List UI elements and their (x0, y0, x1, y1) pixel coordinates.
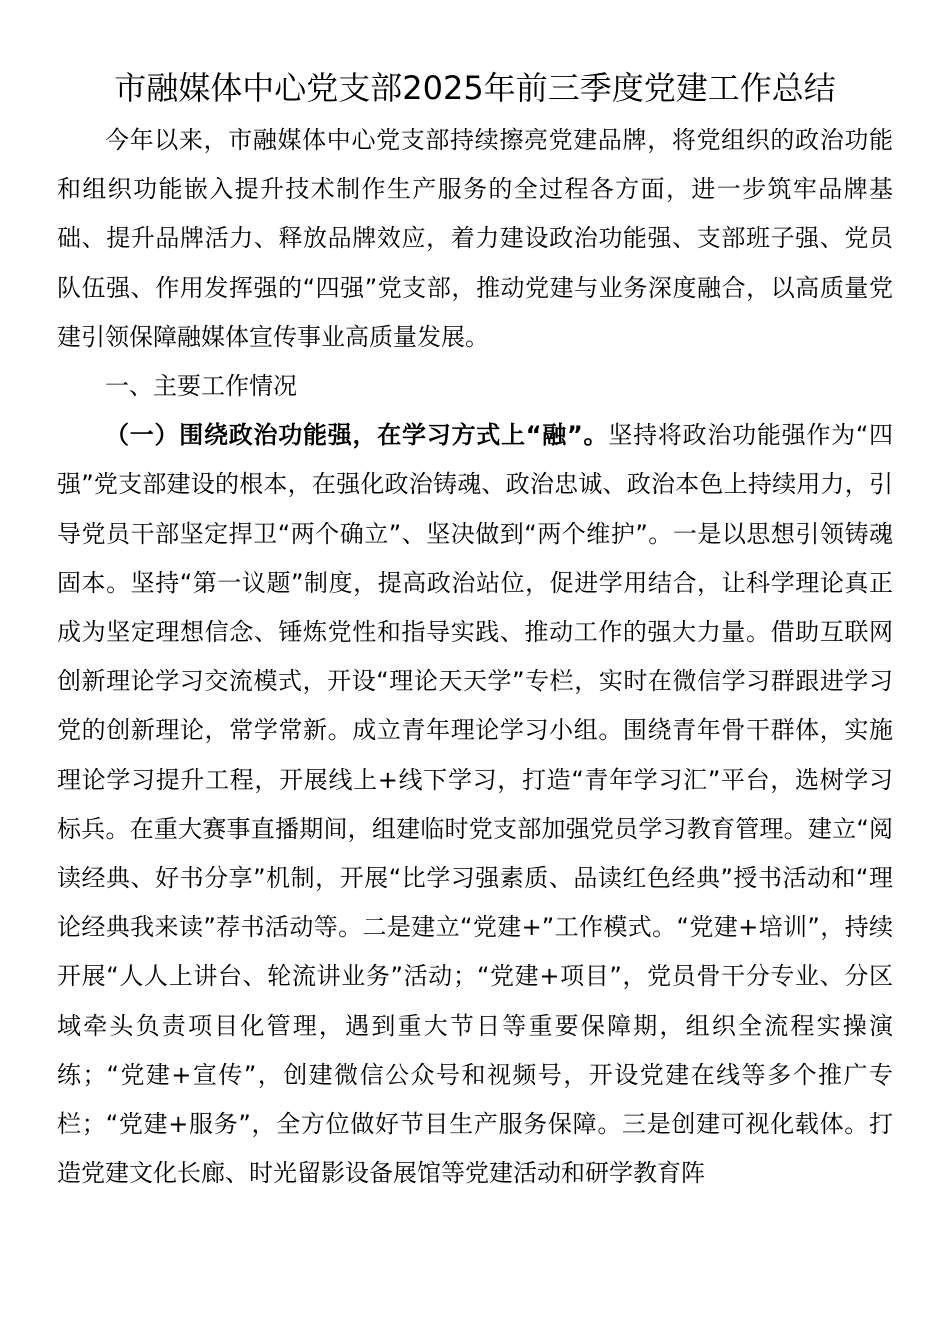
document-title: 市融媒体中心党支部2025年前三季度党建工作总结 (114, 69, 836, 107)
subsection-body: 坚持将政治功能强作为“四强”党支部建设的根本，在强化政治铸魂、政治忠诚、政治本色上持续用力，引导党员干部坚定捍卫“两个确立”、坚决做到“两个维护”。一是以思想引领铸魂固本。坚持“第一议题”制度，提高政治站位，促进学用结合，让科学理论真正成为坚定理想信念、锤炼党性和指导实践、推动工作的强大力量。借助互联网创新理论学习交流模式，开设“理论天天学”专栏，实时在微信学习群跟进学习党的创新理论，常学常新。成立青年理论学习小组。围绕青年骨干群体，实施理论学习提升工程，开展线上+线下学习，打造“青年学习汇”平台，选树学习标兵。在重大赛事直播期间，组建临时党支部加强党员学习教育管理。建立“阅读经典、好书分享”机制，开展“比学习强素质、品读红色经典”授书活动和“理论经典我来读”荐书活动等。二是建立“党建+”工作模式。“党建+培训”，持续开展“人人上讲台、轮流讲业务”活动；“党建+项目”，党员骨干分专业、分区域牵头负责项目化管理，遇到重大节日等重要保障期，组织全流程实操演练；“党建+宣传”，创建微信公众号和视频号，开设党建在线等多个推广专栏；“党建+服务”，全方位做好节目生产服务保障。三是创建可视化载体。打造党建文化长廊、时光留影设备展馆等党建活动和研学教育阵 (57, 421, 894, 1188)
document-body (57, 116, 893, 1198)
subsection-heading: （一）围绕政治功能强，在学习方式上“融”。 (105, 421, 609, 450)
section-heading: 一、主要工作情况 (105, 372, 297, 401)
subsection-paragraph (57, 411, 893, 1198)
intro-paragraph: 今年以来，市融媒体中心党支部持续擦亮党建品牌，将党组织的政治功能和组织功能嵌入提升技术制作生产服务的全过程各方面，进一步筑牢品牌基础、提升品牌活力、释放品牌效应，着力建设政治功能强、支部班子强、党员队伍强、作用发挥强的“四强”党支部，推动党建与业务深度融合，以高质量党建引领保障融媒体宣传事业高质量发展。 (57, 126, 893, 351)
